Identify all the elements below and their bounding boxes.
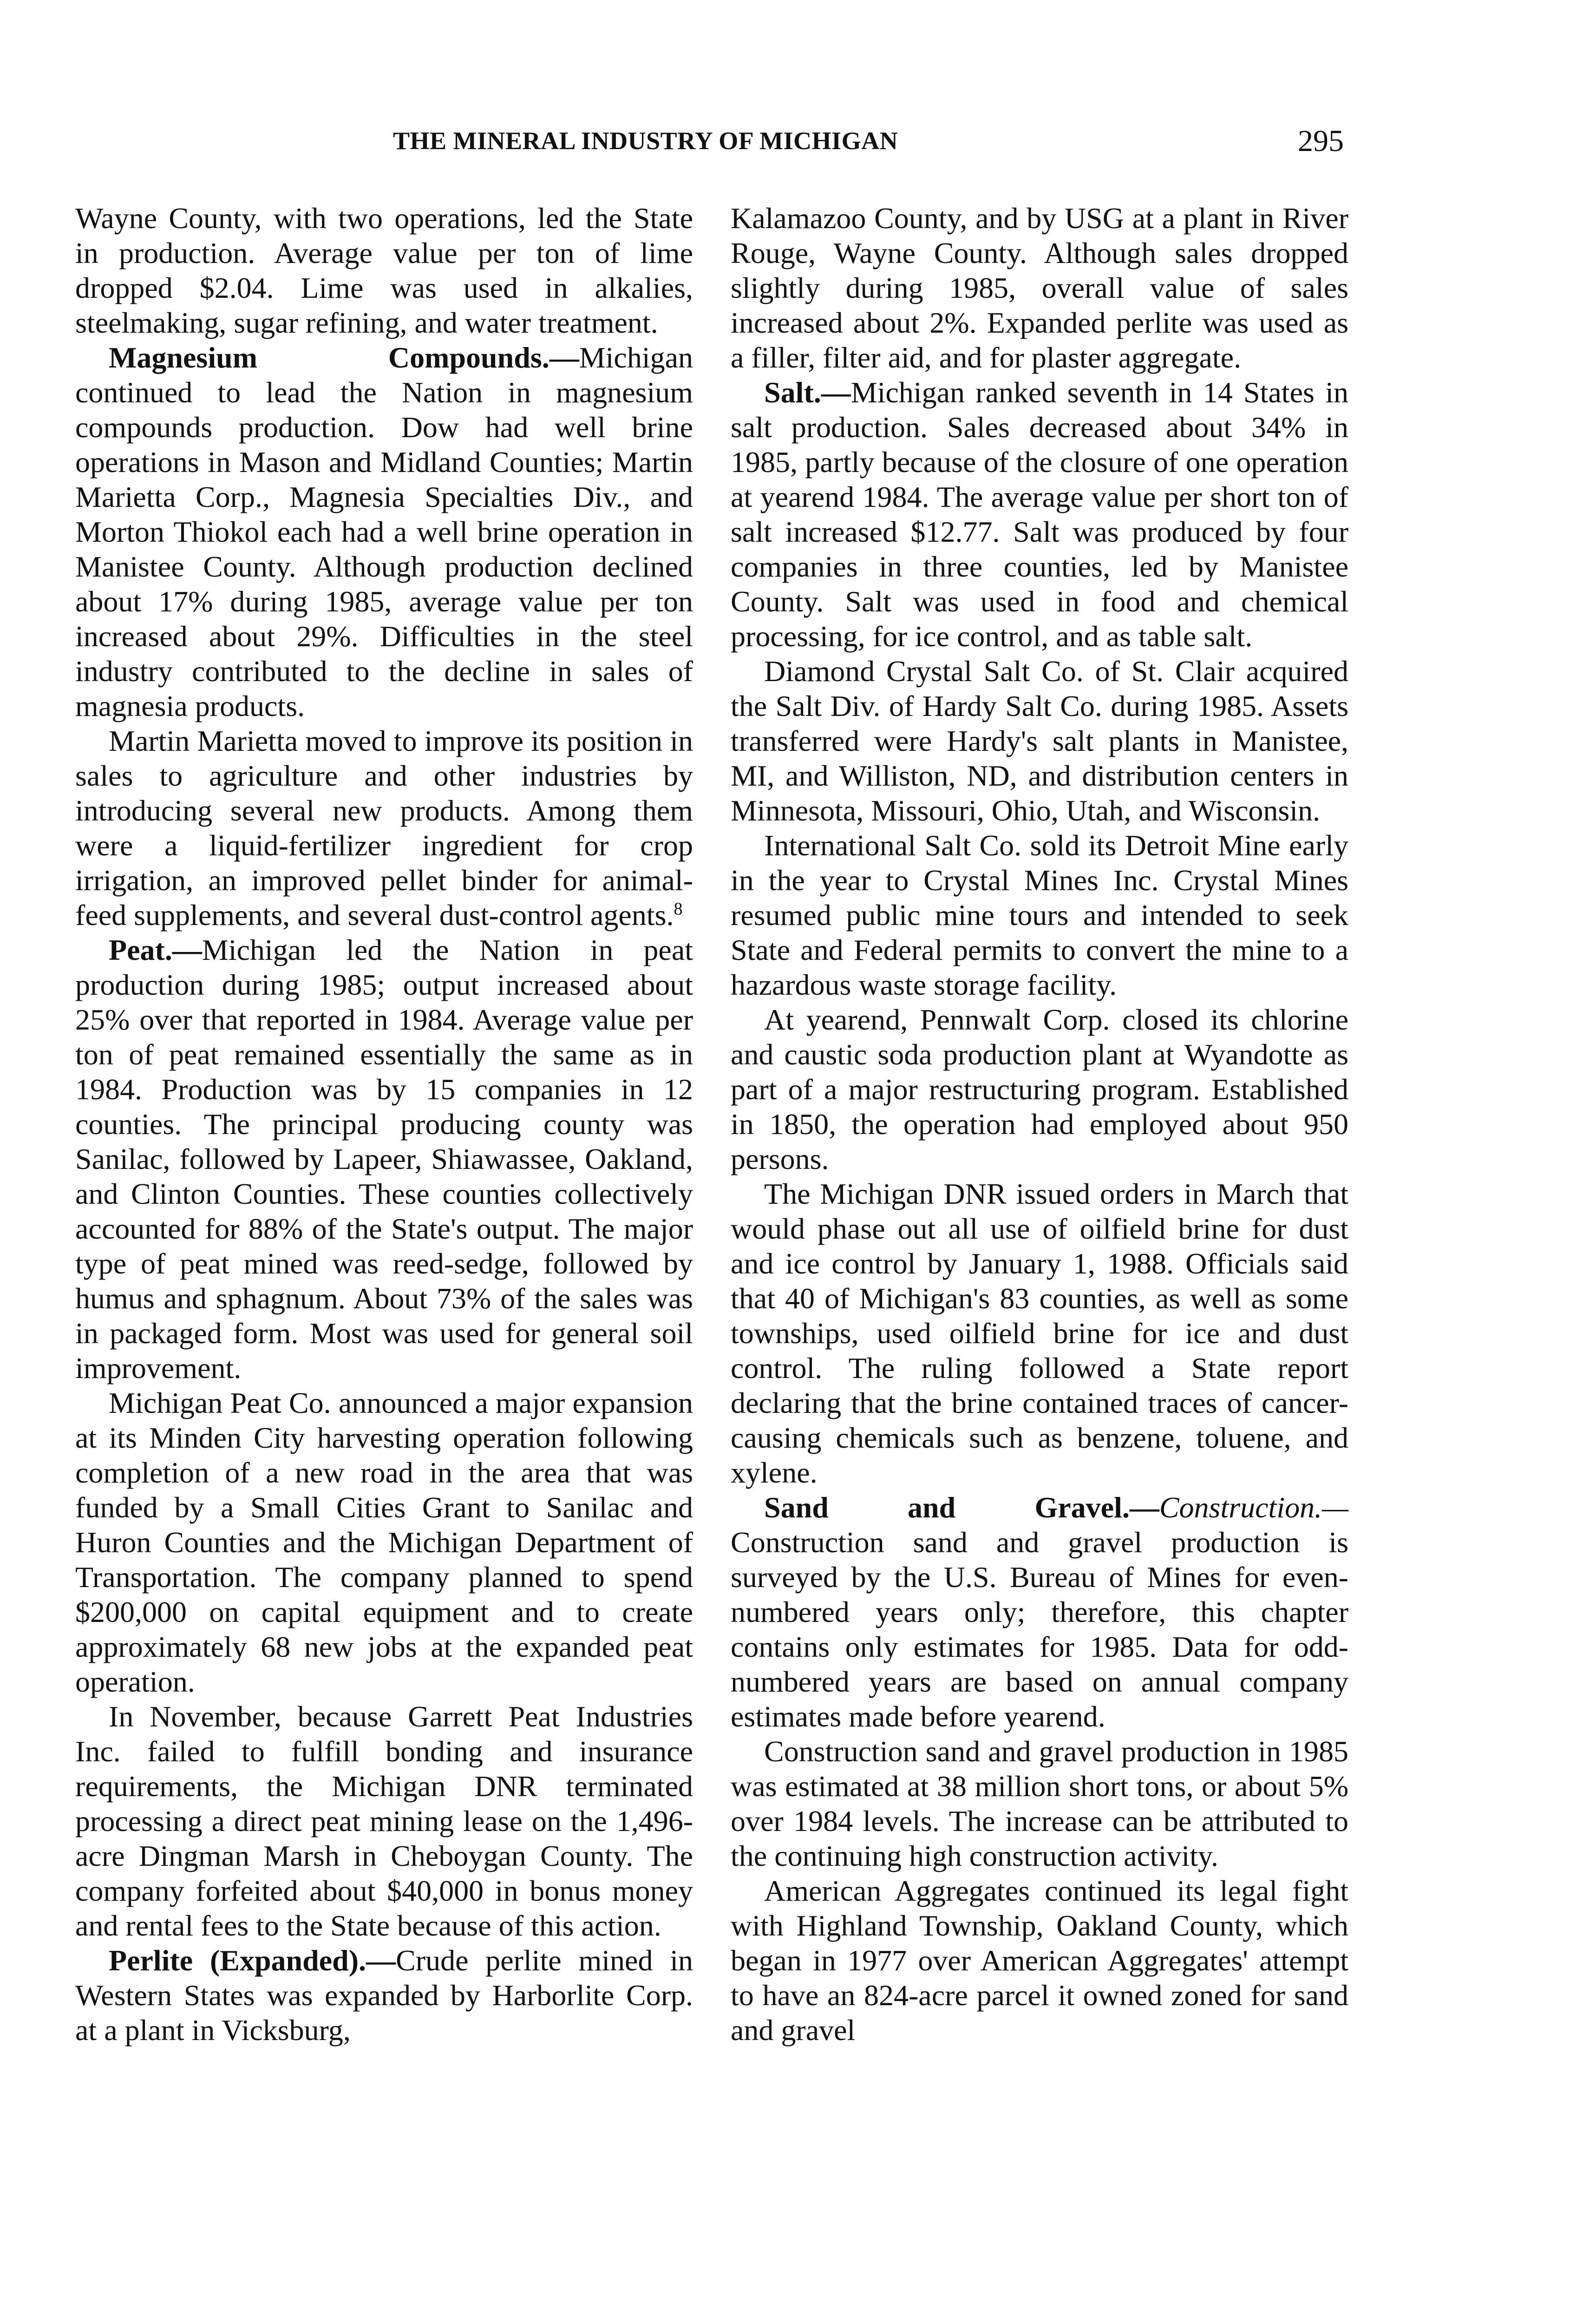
paragraph-lime-continued: Wayne County, with two operations, led the State in production. Average value per ton of lime dropped $2.04. Lime was used in alkalies, steelmaking, sugar refining, and water treatment.	[75, 202, 693, 339]
page-number: 295	[1298, 124, 1344, 158]
paragraph-michigan-peat-co: Michigan Peat Co. announced a major expansion at its Minden City harvesting operation following completion of a new road in the area that was funded by a Small Cities Grant to Sanilac and Huron Counties and the Michigan Department of Transportation. The company planned to spend $200,000 on capital equipment and to create approximately 68 new jobs at the expanded peat operation.	[75, 1386, 693, 1698]
section-heading-sand-gravel: Sand and Gravel.—	[764, 1491, 1159, 1524]
section-heading-magnesium: Magnesium Compounds.—	[109, 341, 579, 374]
section-heading-salt: Salt.—	[764, 376, 851, 409]
running-header	[0, 126, 1596, 164]
paragraph-text: Construction sand and gravel production is surveyed by the U.S. Bureau of Mines for even-numbered years only; therefore, this chapter contains only estimates for 1985. Data for odd-numbered years are based on annual company estimates made before yearend.	[731, 1526, 1348, 1733]
paragraph-international-salt: International Salt Co. sold its Detroit Mine early in the year to Crystal Mines Inc. Crystal Mines resumed public mine tours and intended to seek State and Federal permits to convert the mine to a hazardous waste storage facility.	[731, 829, 1348, 1001]
paragraph-salt	[731, 375, 1348, 654]
paragraph-perlite-continued: Kalamazoo County, and by USG at a plant in River Rouge, Wayne County. Although sales dropped slightly during 1985, overall value of sales increased about 2%. Expanded perlite was used as a filler, filter aid, and for plaster aggregate.	[731, 202, 1348, 374]
page-title: THE MINERAL INDUSTRY OF MICHIGAN	[393, 127, 898, 155]
paragraph-michigan-dnr: The Michigan DNR issued orders in March that would phase out all use of oilfield brine for dust and ice control by January 1, 1988. Officials said that 40 of Michigan's 83 counties, as well as some townships, used oilfield brine for ice and dust control. The ruling followed a State report declaring that the brine contained traces of cancer-causing chemicals such as benzene, toluene, and xylene.	[731, 1177, 1348, 1489]
paragraph-text: Martin Marietta moved to improve its position in sales to agriculture and other industries by introducing several new products. Among them were a liquid-fertilizer ingredient for crop irrigation, an improved pellet binder for animal-feed supplements, and several dust-control agents.	[75, 724, 693, 932]
footnote-reference: 8	[674, 899, 683, 919]
right-column	[731, 201, 1348, 2047]
paragraph-diamond-crystal: Diamond Crystal Salt Co. of St. Clair acquired the Salt Div. of Hardy Salt Co. during 1985. Assets transferred were Hardy's salt plants in Manistee, MI, and Williston, ND, and distribution centers in Minnesota, Missouri, Ohio, Utah, and Wisconsin.	[731, 655, 1348, 827]
left-column	[75, 201, 693, 2047]
subsection-heading-construction: Construction.—	[1159, 1491, 1348, 1524]
paragraph-sand-and-gravel	[731, 1490, 1348, 1734]
section-heading-peat: Peat.—	[109, 933, 202, 966]
paragraph-american-aggregates: American Aggregates continued its legal fight with Highland Township, Oakland County, which began in 1977 over American Aggregates' attempt to have an 824-acre parcel it owned zoned for sand and gravel	[731, 1874, 1348, 2047]
paragraph-pennwalt: At yearend, Pennwalt Corp. closed its chlorine and caustic soda production plant at Wyandotte as part of a major restructuring program. Established in 1850, the operation had employed about 950 persons.	[731, 1003, 1348, 1175]
paragraph-martin-marietta	[75, 723, 693, 932]
paragraph-peat	[75, 932, 693, 1385]
paragraph-magnesium-compounds	[75, 340, 693, 723]
section-heading-perlite: Perlite (Expanded).—	[109, 1944, 396, 1977]
paragraph-construction-estimate: Construction sand and gravel production in 1985 was estimated at 38 million short tons, or about 5% over 1984 levels. The increase can be attributed to the continuing high construction activity.	[731, 1735, 1348, 1872]
paragraph-text: Michigan continued to lead the Nation in magnesium compounds production. Dow had well brine operations in Mason and Midland Counties; Martin Marietta Corp., Magnesia Specialties Div., and Morton Thiokol each had a well brine operation in Manistee County. Although production declined about 17% during 1985, average value per ton increased about 29%. Difficulties in the steel industry contributed to the decline in sales of magnesia products.	[75, 341, 693, 722]
paragraph-text: Michigan led the Nation in peat production during 1985; output increased about 25% over that reported in 1984. Average value per ton of peat remained essentially the same as in 1984. Production was by 15 companies in 12 counties. The principal producing county was Sanilac, followed by Lapeer, Shiawassee, Oakland, and Clinton Counties. These counties collectively accounted for 88% of the State's output. The major type of peat mined was reed-sedge, followed by humus and sphagnum. About 73% of the sales was in packaged form. Most was used for general soil improvement.	[75, 933, 693, 1385]
paragraph-perlite	[75, 1943, 693, 2047]
paragraph-garrett-peat: In November, because Garrett Peat Industries Inc. failed to fulfill bonding and insurance requirements, the Michigan DNR terminated processing a direct peat mining lease on the 1,496-acre Dingman Marsh in Cheboygan County. The company forfeited about $40,000 in bonus money and rental fees to the State because of this action.	[75, 1700, 693, 1942]
paragraph-text: Michigan ranked seventh in 14 States in salt production. Sales decreased about 34% in 1985, partly because of the closure of one operation at yearend 1984. The average value per short ton of salt increased $12.77. Salt was produced by four companies in three counties, led by Manistee County. Salt was used in food and chemical processing, for ice control, and as table salt.	[731, 376, 1348, 653]
paragraph-text: Crude perlite mined in Western States was expanded by Harborlite Corp. at a plant in Vicksburg,	[75, 1944, 693, 2047]
